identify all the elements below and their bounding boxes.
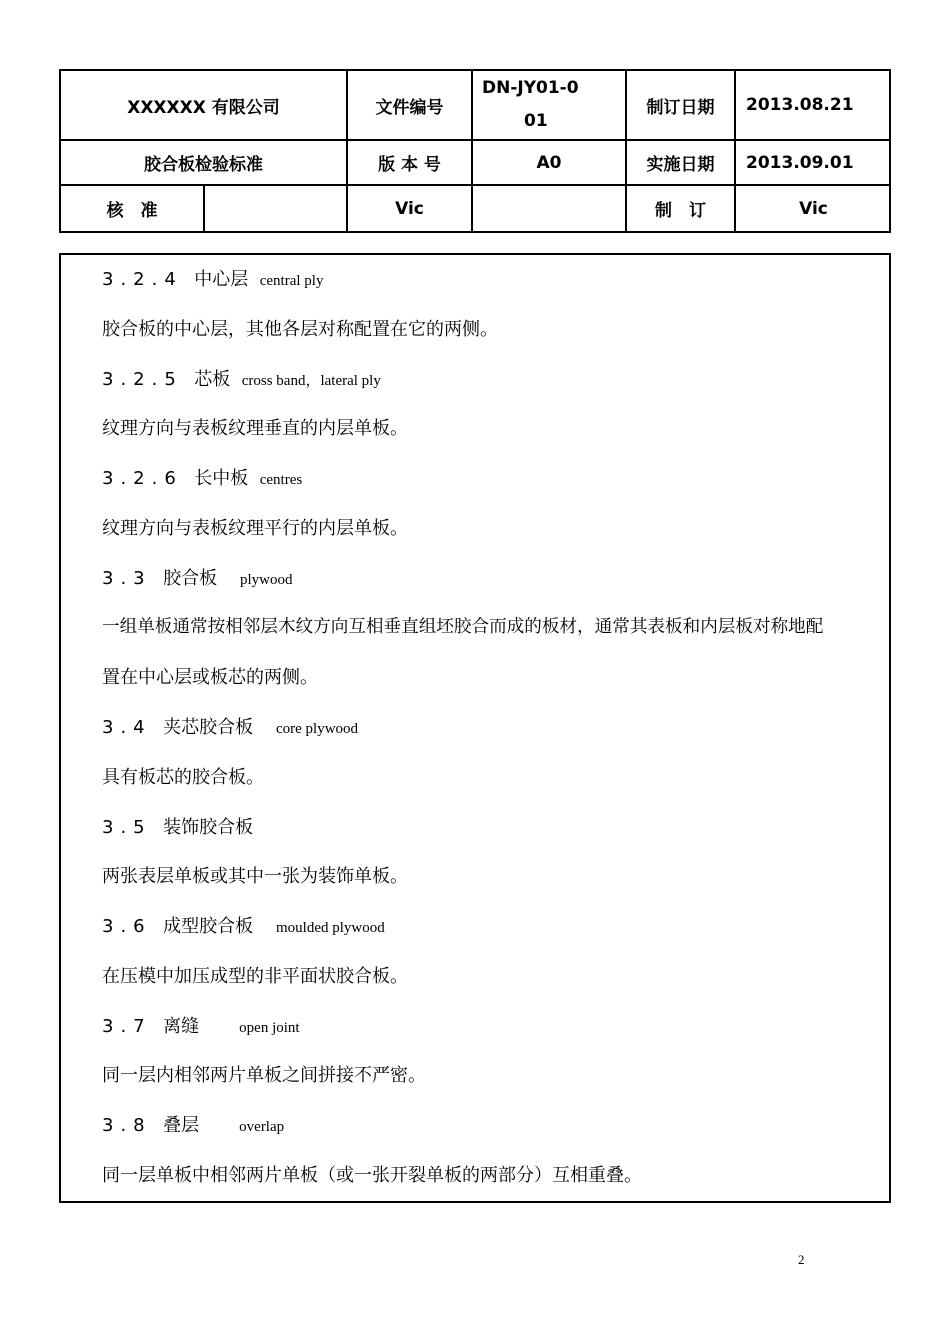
page-number: 2 — [798, 1252, 805, 1267]
prepare-label: 制 订 — [655, 201, 706, 221]
section-text: 胶合板的中心层，其他各层对称配置在它的两侧。 — [102, 319, 498, 340]
section-text: 纹理方向与表板纹理垂直的内层单板。 — [102, 418, 408, 439]
revise-date-label: 制订日期 — [646, 97, 715, 118]
approver-name: Vic — [395, 198, 424, 219]
effective-date-label: 实施日期 — [646, 155, 715, 175]
section-text: 一组单板通常按相邻层木纹方向互相垂直组坯胶合而成的板材，通常其表板和内层板对称地配 — [102, 617, 824, 637]
effective-date-value: 2013.09.01 — [746, 152, 854, 173]
section-text: 同一层单板中相邻两片单板（或一张开裂单板的两部分）互相重叠。 — [102, 1165, 642, 1186]
doc-no-label: 文件编号 — [375, 97, 444, 118]
section-heading: 3.2.4 中心层 central ply — [102, 269, 324, 290]
version-label: 版 本 号 — [378, 155, 441, 175]
section-text: 两张表层单板或其中一张为装饰单板。 — [102, 866, 408, 887]
section-text: 同一层内相邻两片单板之间拼接不严密。 — [102, 1065, 426, 1086]
section-heading: 3.8 叠层 overlap — [102, 1115, 285, 1136]
doc-no-line2: 01 — [524, 111, 548, 131]
blank-cell — [473, 186, 625, 231]
section-heading: 3.2.5 芯板 cross band，lateral ply — [102, 369, 381, 390]
approve-value — [205, 186, 346, 231]
section-text: 纹理方向与表板纹理平行的内层单板。 — [102, 518, 408, 539]
section-text: 置在中心层或板芯的两侧。 — [102, 667, 318, 688]
section-text: 具有板芯的胶合板。 — [102, 767, 264, 788]
preparer-name: Vic — [799, 198, 828, 219]
doc-no-line1: DN-JY01-0 — [482, 78, 579, 98]
section-heading: 3.2.6 长中板 centres — [102, 468, 303, 489]
version-value: A0 — [536, 152, 562, 173]
document-header-table — [59, 69, 891, 233]
section-heading: 3.5 装饰胶合板 — [102, 817, 254, 838]
doc-no-value — [473, 71, 625, 139]
company-name: XXXXXX 有限公司 — [127, 97, 280, 118]
section-text: 在压模中加压成型的非平面状胶合板。 — [102, 966, 408, 987]
revise-date-value: 2013.08.21 — [746, 95, 854, 115]
section-heading: 3.6 成型胶合板 moulded plywood — [102, 916, 385, 937]
approve-label: 核 准 — [106, 201, 158, 221]
section-heading: 3.4 夹芯胶合板 core plywood — [102, 717, 359, 738]
section-heading: 3.3 胶合板 plywood — [102, 568, 293, 589]
document-title: 胶合板检验标准 — [144, 155, 263, 175]
section-heading: 3.7 离缝 open joint — [102, 1016, 300, 1037]
